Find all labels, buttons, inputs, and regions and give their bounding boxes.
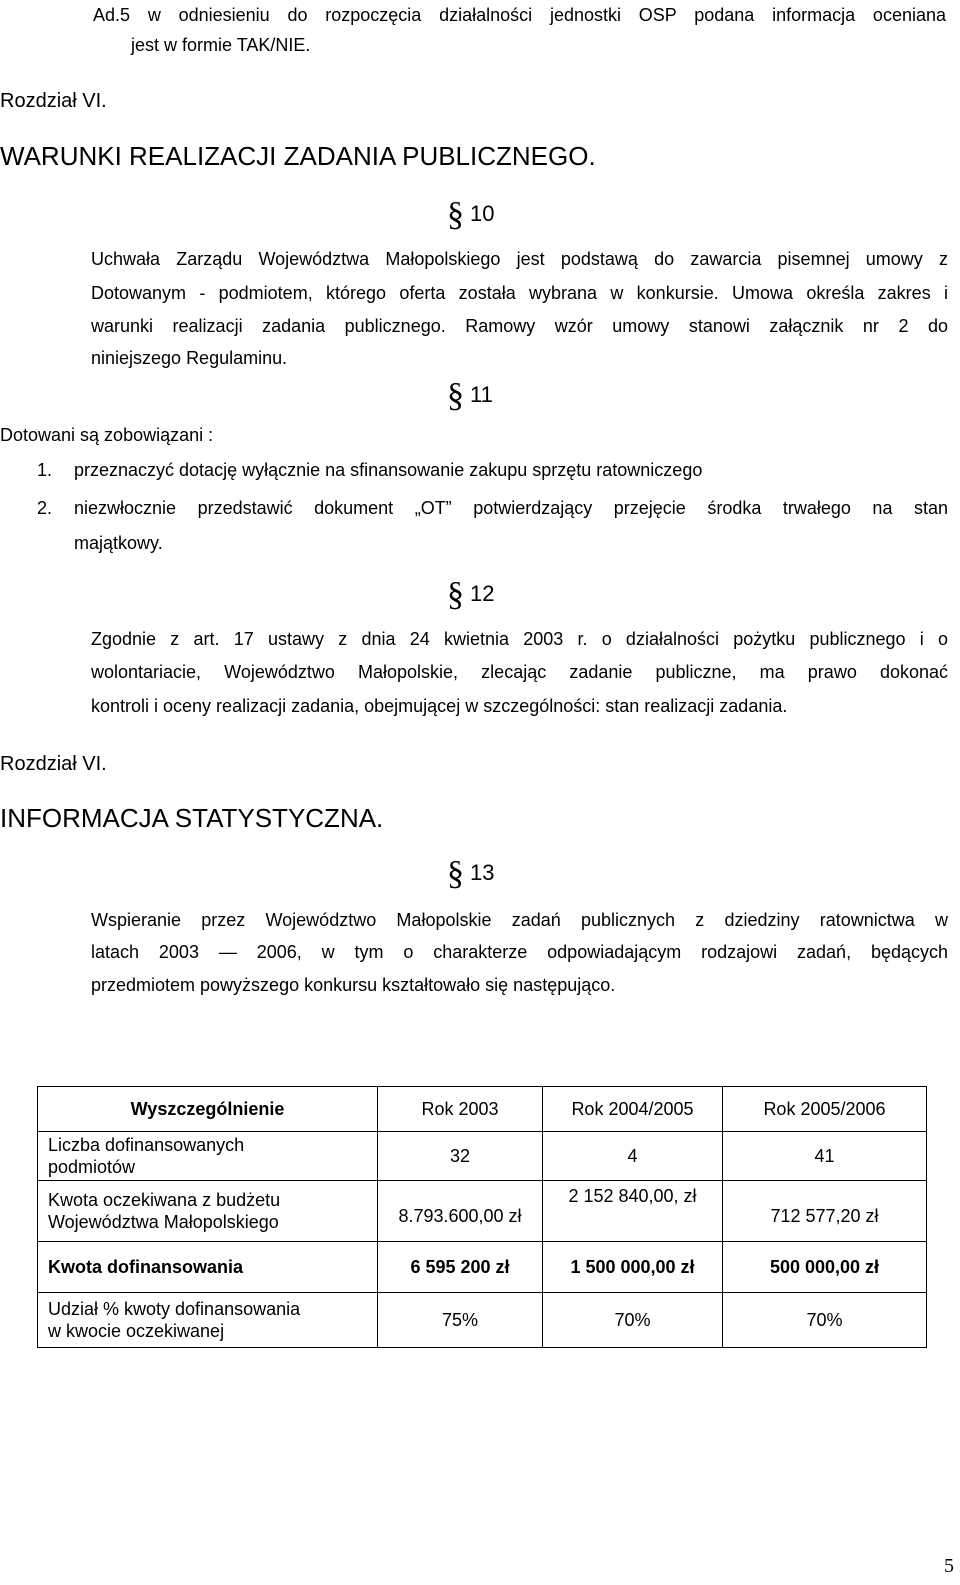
table-cell: 70% bbox=[723, 1293, 927, 1348]
row-label-line: podmiotów bbox=[48, 1157, 136, 1177]
page-number: 5 bbox=[944, 1555, 954, 1577]
table-cell: 70% bbox=[543, 1293, 723, 1348]
s11-intro: Dotowani są zobowiązani : bbox=[0, 425, 214, 445]
table-cell: 712 577,20 zł bbox=[723, 1181, 927, 1242]
section-12-heading bbox=[447, 576, 495, 613]
table-cell: 6 595 200 zł bbox=[378, 1242, 543, 1293]
s10-line-1: Uchwała Zarządu Województwa Małopolskiego jest podstawą do zawarcia pisemnej umowy z bbox=[91, 249, 948, 269]
s11-item-2-cont: majątkowy. bbox=[74, 533, 163, 553]
row-label-line: Udział % kwoty dofinansowania bbox=[48, 1299, 301, 1319]
row-label-line: Kwota oczekiwana z budżetu bbox=[48, 1190, 281, 1210]
ad5-line-2: jest w formie TAK/NIE. bbox=[131, 35, 311, 55]
s10-line-3: warunki realizacji zadania publicznego. Ramowy wzór umowy stanowi załącznik nr 2 do bbox=[91, 316, 948, 336]
s11-item-1-marker: 1. bbox=[37, 460, 53, 480]
table-cell: 500 000,00 zł bbox=[723, 1242, 927, 1293]
s13-line-3: przedmiotem powyższego konkursu kształtowało się następująco. bbox=[91, 975, 616, 995]
row-label-line: Województwa Małopolskiego bbox=[48, 1212, 279, 1232]
table-row bbox=[38, 1293, 927, 1348]
table-header-cell: Rok 2004/2005 bbox=[543, 1087, 723, 1132]
chapter-stat-title: INFORMACJA STATYSTYCZNA. bbox=[0, 803, 384, 833]
s11-item-2-text: niezwłocznie przedstawić dokument „OT” potwierdzający przejęcie środka trwałego na stan bbox=[74, 498, 948, 518]
section-number: 12 bbox=[470, 581, 495, 606]
table-row bbox=[38, 1181, 927, 1242]
table-row bbox=[38, 1242, 927, 1293]
section-13-heading bbox=[447, 855, 495, 892]
section-number: 13 bbox=[470, 860, 495, 885]
row-label-line: Liczba dofinansowanych bbox=[48, 1135, 245, 1155]
s10-line-4: niniejszego Regulaminu. bbox=[91, 348, 288, 368]
section-11-heading bbox=[447, 377, 493, 414]
ad5-line-1: Ad.5 w odniesieniu do rozpoczęcia działalności jednostki OSP podana informacja oceniana bbox=[93, 5, 946, 25]
table-row bbox=[38, 1132, 927, 1181]
s13-line-1: Wspieranie przez Województwo Małopolskie zadań publicznych z dziedziny ratownictwa w bbox=[91, 910, 948, 930]
table-cell: 75% bbox=[378, 1293, 543, 1348]
table-header-cell: Rok 2005/2006 bbox=[723, 1087, 927, 1132]
section-symbol: § bbox=[447, 196, 464, 233]
s10-line-2: Dotowanym - podmiotem, którego oferta została wybrana w konkursie. Umowa określa zakres i bbox=[91, 283, 948, 303]
statistics-table bbox=[37, 1086, 927, 1348]
section-symbol: § bbox=[447, 855, 464, 892]
chapter-stat-label: Rozdział VI. bbox=[0, 753, 107, 775]
section-10-heading bbox=[447, 196, 495, 233]
table-cell: 8.793.600,00 zł bbox=[378, 1181, 543, 1242]
table-cell: 4 bbox=[543, 1132, 723, 1181]
table-header-cell: Rok 2003 bbox=[378, 1087, 543, 1132]
row-label-cell bbox=[38, 1181, 378, 1242]
table-header-row bbox=[38, 1087, 927, 1132]
s13-line-2: latach 2003 — 2006, w tym o charakterze odpowiadającym rodzajowi zadań, będących bbox=[91, 942, 948, 962]
row-label-line: w kwocie oczekiwanej bbox=[48, 1321, 225, 1341]
table-cell: 32 bbox=[378, 1132, 543, 1181]
table-cell: 2 152 840,00, zł bbox=[543, 1181, 723, 1242]
section-symbol: § bbox=[447, 576, 464, 613]
row-label-cell bbox=[38, 1132, 378, 1181]
s12-line-1: Zgodnie z art. 17 ustawy z dnia 24 kwietnia 2003 r. o działalności pożytku publicznego i o bbox=[91, 629, 948, 649]
chapter-title: WARUNKI REALIZACJI ZADANIA PUBLICZNEGO. bbox=[0, 141, 596, 171]
row-label-cell: Kwota dofinansowania bbox=[38, 1242, 378, 1293]
s12-line-2: wolontariacie, Województwo Małopolskie, zlecając zadanie publiczne, ma prawo dokonać bbox=[91, 662, 948, 682]
table-cell: 41 bbox=[723, 1132, 927, 1181]
section-number: 10 bbox=[470, 201, 495, 226]
section-symbol: § bbox=[447, 377, 464, 414]
s11-item-2-marker: 2. bbox=[37, 498, 53, 518]
table-cell: 1 500 000,00 zł bbox=[543, 1242, 723, 1293]
section-number: 11 bbox=[470, 382, 493, 407]
s12-line-3: kontroli i oceny realizacji zadania, obejmującej w szczególności: stan realizacji zadania. bbox=[91, 696, 788, 716]
chapter-label: Rozdział VI. bbox=[0, 90, 107, 112]
s11-item-1-text: przeznaczyć dotację wyłącznie na sfinansowanie zakupu sprzętu ratowniczego bbox=[74, 460, 703, 480]
row-label-cell bbox=[38, 1293, 378, 1348]
table-header-cell: Wyszczególnienie bbox=[38, 1087, 378, 1132]
